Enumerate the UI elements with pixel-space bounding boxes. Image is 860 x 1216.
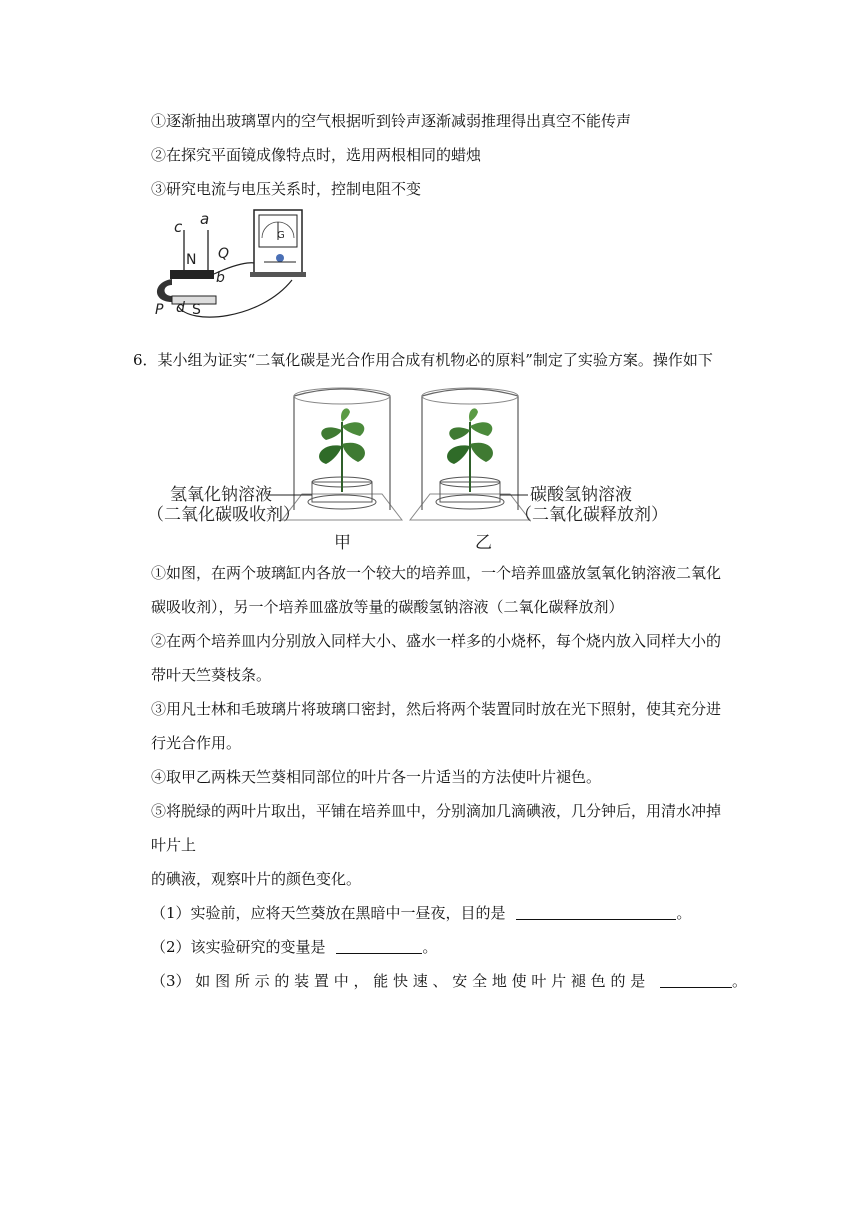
answer-blank-2[interactable]	[336, 939, 422, 954]
item-3: ③研究电流与电压关系时，控制电阻不变	[151, 180, 422, 198]
label-jar-jia: 甲	[334, 533, 351, 553]
sub-question-3-end: 。	[732, 972, 748, 990]
answer-blank-3[interactable]	[660, 973, 732, 988]
question-6-stem: 6．某小组为证实“二氧化碳是光合作用合成有机物必的原料”制定了实验方案。操作如下	[133, 351, 713, 369]
label-jar-yi: 乙	[475, 533, 492, 553]
step-line-10: 的碘液，观察叶片的颜色变化。	[151, 870, 362, 888]
meter-label: G	[277, 230, 285, 241]
step-line-2: 碳吸收剂），另一个培养皿盛放等量的碳酸氢钠溶液（二氧化碳释放剂）	[151, 598, 624, 616]
label-b: b	[216, 270, 225, 286]
item-1: ①逐渐抽出玻璃罩内的空气根据听到铃声逐渐减弱推理得出真空不能传声	[151, 112, 632, 130]
step-line-5: ③用凡士林和毛玻璃片将玻璃口密封，然后将两个装置同时放在光下照射，使其充分进	[151, 700, 722, 718]
label-nahco3-role: （二氧化碳释放剂）	[515, 505, 668, 525]
sub-question-1-text: （1）实验前，应将天竺葵放在黑暗中一昼夜，目的是	[151, 904, 506, 922]
label-a: a	[200, 210, 210, 228]
label-d: d	[176, 300, 185, 316]
step-line-9: 叶片上	[151, 836, 197, 854]
label-S: S	[192, 302, 201, 318]
label-naoh: 氢氧化钠溶液	[170, 485, 272, 505]
label-naoh-role: （二氧化碳吸收剂）	[147, 505, 300, 525]
step-line-7: ④取甲乙两株天竺葵相同部位的叶片各一片适当的方法使叶片褪色。	[151, 768, 602, 786]
sub-question-2-end: 。	[422, 938, 438, 956]
label-nahco3: 碳酸氢钠溶液	[530, 485, 632, 505]
sub-question-3	[151, 971, 747, 991]
label-N: N	[186, 252, 197, 268]
label-P: P	[155, 302, 164, 318]
sub-question-3-text: （3） 如 图 所 示 的 装 置 中 ， 能 快 速 、 安 全 地 使 叶 片 褪 色 的 是	[151, 972, 646, 990]
step-line-8: ⑤将脱绿的两叶片取出，平铺在培养皿中，分别滴加几滴碘液，几分钟后，用清水冲掉	[151, 802, 722, 820]
sub-question-2-text: （2）该实验研究的变量是	[151, 938, 326, 956]
sub-question-2	[151, 937, 437, 957]
label-c: c	[174, 218, 183, 236]
answer-blank-1[interactable]	[516, 905, 676, 920]
step-line-4: 带叶天竺葵枝条。	[151, 666, 272, 684]
step-line-6: 行光合作用。	[151, 734, 242, 752]
label-Q: Q	[218, 246, 230, 262]
sub-question-1-end: 。	[676, 904, 692, 922]
item-2: ②在探究平面镜成像特点时，选用两根相同的蜡烛	[151, 146, 482, 164]
step-line-1: ①如图，在两个玻璃缸内各放一个较大的培养皿，一个培养皿盛放氢氧化钠溶液二氧化	[151, 564, 722, 582]
step-line-3: ②在两个培养皿内分别放入同样大小、盛水一样多的小烧杯，每个烧内放入同样大小的	[151, 632, 722, 650]
sub-question-1	[151, 903, 691, 923]
